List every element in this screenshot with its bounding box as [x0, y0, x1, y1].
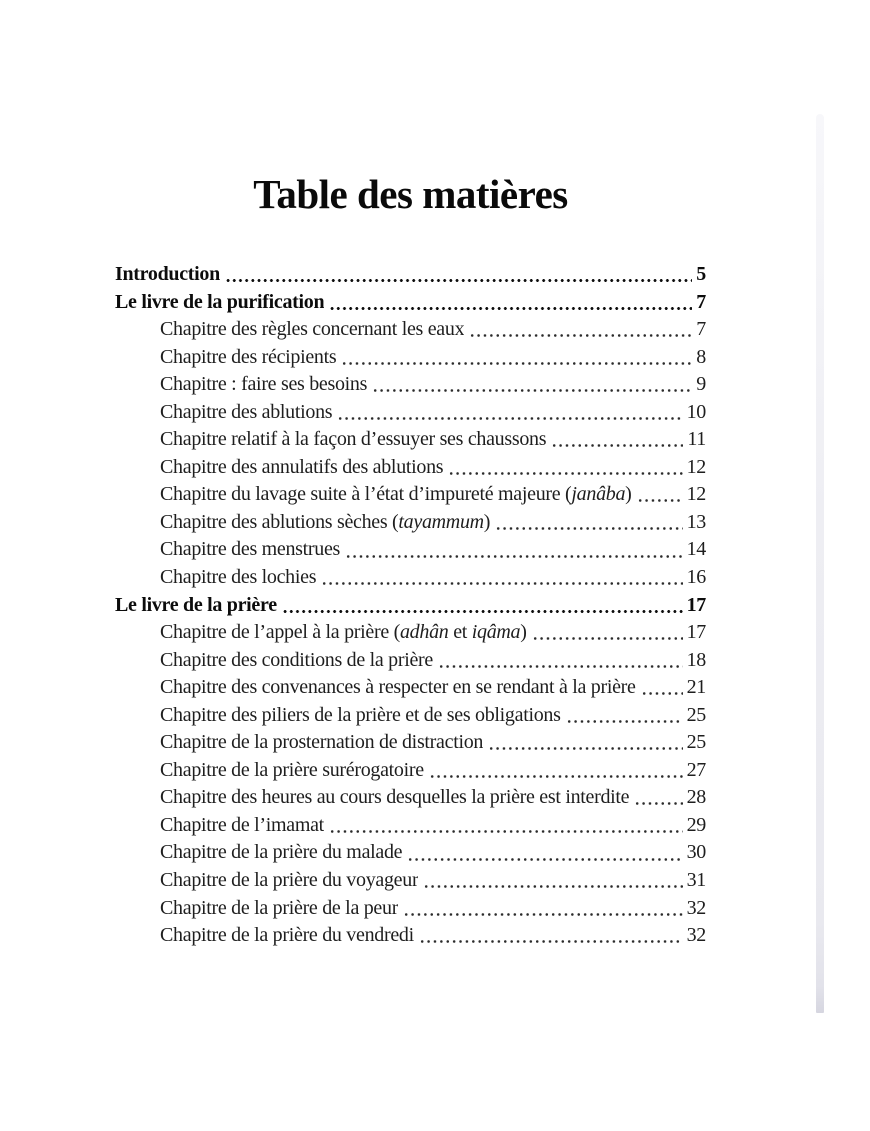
- toc-entry-page-number: 16: [686, 566, 706, 589]
- toc-entry-page-number: 30: [686, 841, 706, 864]
- toc-entry: [115, 867, 706, 895]
- dot-leader: [321, 582, 682, 585]
- toc-entry-page-number: 28: [686, 786, 706, 809]
- toc-entry-page-number: 5: [696, 263, 706, 285]
- dot-leader: [495, 527, 682, 530]
- toc-entry-page-number: 11: [687, 428, 706, 451]
- toc-entry-label: Chapitre de la prière du vendredi: [160, 924, 414, 947]
- toc-entry: [115, 702, 706, 730]
- dot-leader: [637, 499, 683, 502]
- toc-entry: [115, 784, 706, 812]
- toc-entry-page-number: 9: [696, 373, 706, 396]
- dot-leader: [419, 940, 683, 943]
- toc-entry-label: Chapitre de la prosternation de distraction: [160, 731, 484, 754]
- toc-entry: [115, 592, 706, 620]
- toc-entry-label: Chapitre de la prière du malade: [160, 841, 403, 864]
- toc-entry-label: Chapitre des règles concernant les eaux: [160, 318, 465, 341]
- toc-entry: [115, 922, 706, 950]
- toc-entry: [115, 619, 706, 647]
- dot-leader: [329, 830, 683, 833]
- toc-entry-label: Chapitre des conditions de la prière: [160, 648, 433, 671]
- dot-leader: [634, 802, 682, 805]
- toc-entry-page-number: 32: [686, 924, 706, 947]
- toc-entry-page-number: 31: [686, 869, 706, 892]
- toc-entry-page-number: 13: [686, 510, 706, 533]
- dot-leader: [448, 472, 682, 475]
- toc-entry: [115, 536, 706, 564]
- toc-entry-label: Chapitre des annulatifs des ablutions: [160, 455, 444, 478]
- toc-entry: [115, 454, 706, 482]
- toc-entry: [115, 564, 706, 592]
- page-title: Table des matières: [253, 171, 568, 217]
- toc-entry-label: Chapitre du lavage suite à l’état d’impureté majeure (janâba): [160, 483, 632, 506]
- dot-leader: [438, 665, 683, 668]
- toc-entry: [115, 426, 706, 454]
- toc-entry-label: Chapitre des récipients: [160, 345, 337, 368]
- dot-leader: [282, 610, 683, 613]
- dot-leader: [551, 444, 683, 447]
- dot-leader: [225, 279, 692, 282]
- dot-leader: [469, 334, 692, 337]
- toc-entry: [115, 344, 706, 372]
- toc-entry: [115, 647, 706, 675]
- toc-entry-page-number: 25: [686, 703, 706, 726]
- toc-entry-label: Introduction: [115, 263, 220, 285]
- toc-entry: [115, 261, 706, 289]
- toc-entry: [115, 371, 706, 399]
- toc-entry-label: Chapitre relatif à la façon d’essuyer ses chaussons: [160, 428, 547, 451]
- toc-entry-label: Chapitre des piliers de la prière et de ses obligations: [160, 703, 561, 726]
- toc-entry-page-number: 17: [686, 621, 706, 644]
- toc-entry-label: Le livre de la prière: [115, 593, 277, 616]
- toc-entry-page-number: 8: [696, 345, 706, 368]
- toc-entry-page-number: 7: [696, 318, 706, 341]
- toc-entry-label: Chapitre : faire ses besoins: [160, 373, 368, 396]
- scanned-page-right-edge: [816, 114, 824, 1013]
- toc-entry-page-number: 25: [686, 731, 706, 754]
- toc-entry-page-number: 27: [686, 758, 706, 781]
- toc-entry-page-number: 21: [686, 676, 706, 699]
- dot-leader: [403, 913, 683, 916]
- toc-entry: [115, 895, 706, 923]
- toc-entry: [115, 481, 706, 509]
- toc-entry-label: Chapitre des lochies: [160, 566, 317, 589]
- toc-entry: [115, 509, 706, 537]
- toc-entry-page-number: 10: [686, 400, 706, 423]
- toc-entry-page-number: 29: [686, 813, 706, 836]
- toc-entry-page-number: 7: [696, 290, 706, 313]
- toc-page: [115, 170, 706, 950]
- toc-entry-label: Chapitre de la prière surérogatoire: [160, 758, 424, 781]
- dot-leader: [532, 637, 683, 640]
- dot-leader: [488, 747, 682, 750]
- toc-entry: [115, 316, 706, 344]
- dot-leader: [429, 775, 683, 778]
- toc-entry-label: Chapitre des ablutions: [160, 400, 333, 423]
- toc-entry: [115, 289, 706, 317]
- toc-entry: [115, 674, 706, 702]
- toc-entry: [115, 729, 706, 757]
- dot-leader: [407, 858, 682, 861]
- toc-entry-page-number: 12: [686, 483, 706, 506]
- dot-leader: [423, 885, 682, 888]
- dot-leader: [345, 555, 683, 558]
- dot-leader: [341, 362, 692, 365]
- toc-entry-label: Chapitre de l’imamat: [160, 813, 324, 836]
- toc-entry-page-number: 18: [686, 648, 706, 671]
- dot-leader: [566, 720, 683, 723]
- toc-entry-page-number: 12: [686, 455, 706, 478]
- toc-entry-page-number: 14: [686, 538, 706, 561]
- toc-entry-label: Chapitre des heures au cours desquelles la prière est interdite: [160, 786, 630, 809]
- dot-leader: [329, 307, 692, 310]
- toc-list: [115, 261, 706, 950]
- dot-leader: [641, 692, 683, 695]
- toc-entry-label: Chapitre de la prière de la peur: [160, 896, 399, 919]
- toc-entry: [115, 399, 706, 427]
- toc-entry-page-number: 17: [686, 593, 706, 616]
- toc-entry-label: Le livre de la purification: [115, 290, 325, 313]
- dot-leader: [337, 417, 682, 420]
- toc-entry-label: Chapitre des menstrues: [160, 538, 341, 561]
- dot-leader: [372, 389, 692, 392]
- toc-entry: [115, 839, 706, 867]
- toc-entry-label: Chapitre des ablutions sèches (tayammum): [160, 510, 491, 533]
- toc-entry-label: Chapitre de la prière du voyageur: [160, 869, 419, 892]
- toc-entry-label: Chapitre des convenances à respecter en se rendant à la prière: [160, 676, 636, 699]
- toc-entry: [115, 757, 706, 785]
- toc-entry: [115, 812, 706, 840]
- toc-entry-label: Chapitre de l’appel à la prière (adhân et iqâma): [160, 621, 527, 644]
- toc-entry-page-number: 32: [686, 896, 706, 919]
